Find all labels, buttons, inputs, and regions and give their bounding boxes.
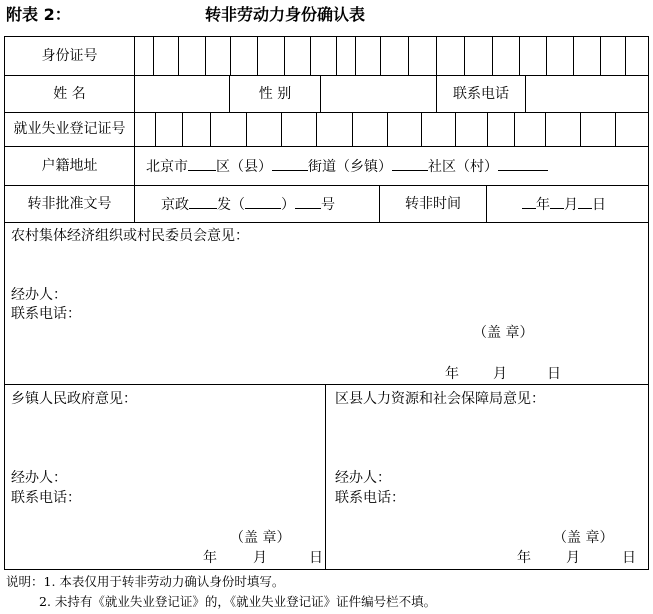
district-bureau-date-day: 日	[622, 550, 636, 566]
approval-hao: 号	[321, 197, 335, 213]
approval-number-label: 转非批准文号	[27, 196, 112, 212]
approval-fa: 发（	[217, 197, 245, 213]
village-phone-label: 联系电话：	[11, 306, 81, 322]
appendix-label: 附表 2：	[6, 5, 71, 24]
district-bureau-opinion-title: 区县人力资源和社会保障局意见：	[335, 391, 545, 407]
address-city: 北京市	[146, 159, 188, 175]
village-date-day: 日	[547, 366, 561, 382]
township-opinion-title: 乡镇人民政府意见：	[11, 391, 137, 407]
conversion-month: 月	[564, 197, 578, 213]
township-date-month: 月	[253, 550, 267, 566]
village-date-month: 月	[493, 366, 507, 382]
conversion-day: 日	[592, 197, 606, 213]
gender-label: 性 别	[258, 86, 292, 102]
township-phone-label: 联系电话：	[11, 490, 81, 506]
township-date-year: 年	[203, 550, 217, 566]
district-bureau-phone-label: 联系电话：	[335, 490, 405, 506]
district-bureau-date-month: 月	[566, 550, 580, 566]
township-seal-label: （盖 章）	[230, 530, 291, 546]
approval-number-line	[161, 196, 335, 213]
id-number-label: 身份证号	[41, 48, 98, 64]
conversion-time-label: 转非时间	[405, 196, 461, 212]
township-date-day: 日	[309, 550, 323, 566]
employment-cert-label: 就业失业登记证号	[13, 121, 126, 137]
district-bureau-date-year: 年	[517, 550, 531, 566]
approval-close: ）	[281, 197, 295, 213]
address-community: 社区（村）	[428, 159, 498, 175]
conversion-date	[522, 196, 606, 213]
district-bureau-seal-label: （盖 章）	[553, 530, 614, 546]
village-opinion-title: 农村集体经济组织或村民委员会意见：	[11, 228, 249, 244]
notes-line-1	[6, 574, 284, 589]
conversion-year: 年	[536, 197, 550, 213]
district-bureau-handler-label: 经办人：	[335, 470, 391, 486]
form-title: 转非劳动力身份确认表	[205, 5, 366, 24]
village-date-year: 年	[445, 366, 459, 382]
address-district: 区（县）	[216, 159, 272, 175]
notes-item-1: 1. 本表仅用于转非劳动力确认身份时填写。	[43, 574, 285, 589]
village-handler-label: 经办人：	[11, 287, 67, 303]
address-street: 街道（乡镇）	[308, 159, 392, 175]
notes-label: 说明：	[6, 574, 44, 589]
village-seal-label: （盖 章）	[473, 325, 534, 341]
phone-label: 联系电话	[453, 86, 509, 102]
approval-prefix: 京政	[161, 197, 189, 213]
township-handler-label: 经办人：	[11, 470, 67, 486]
name-label: 姓 名	[53, 86, 86, 102]
household-address-line	[146, 158, 548, 175]
household-address-label: 户籍地址	[41, 158, 98, 174]
notes-item-2: 2. 未持有《就业失业登记证》的，《就业失业登记证》证件编号栏不填。	[39, 594, 437, 609]
